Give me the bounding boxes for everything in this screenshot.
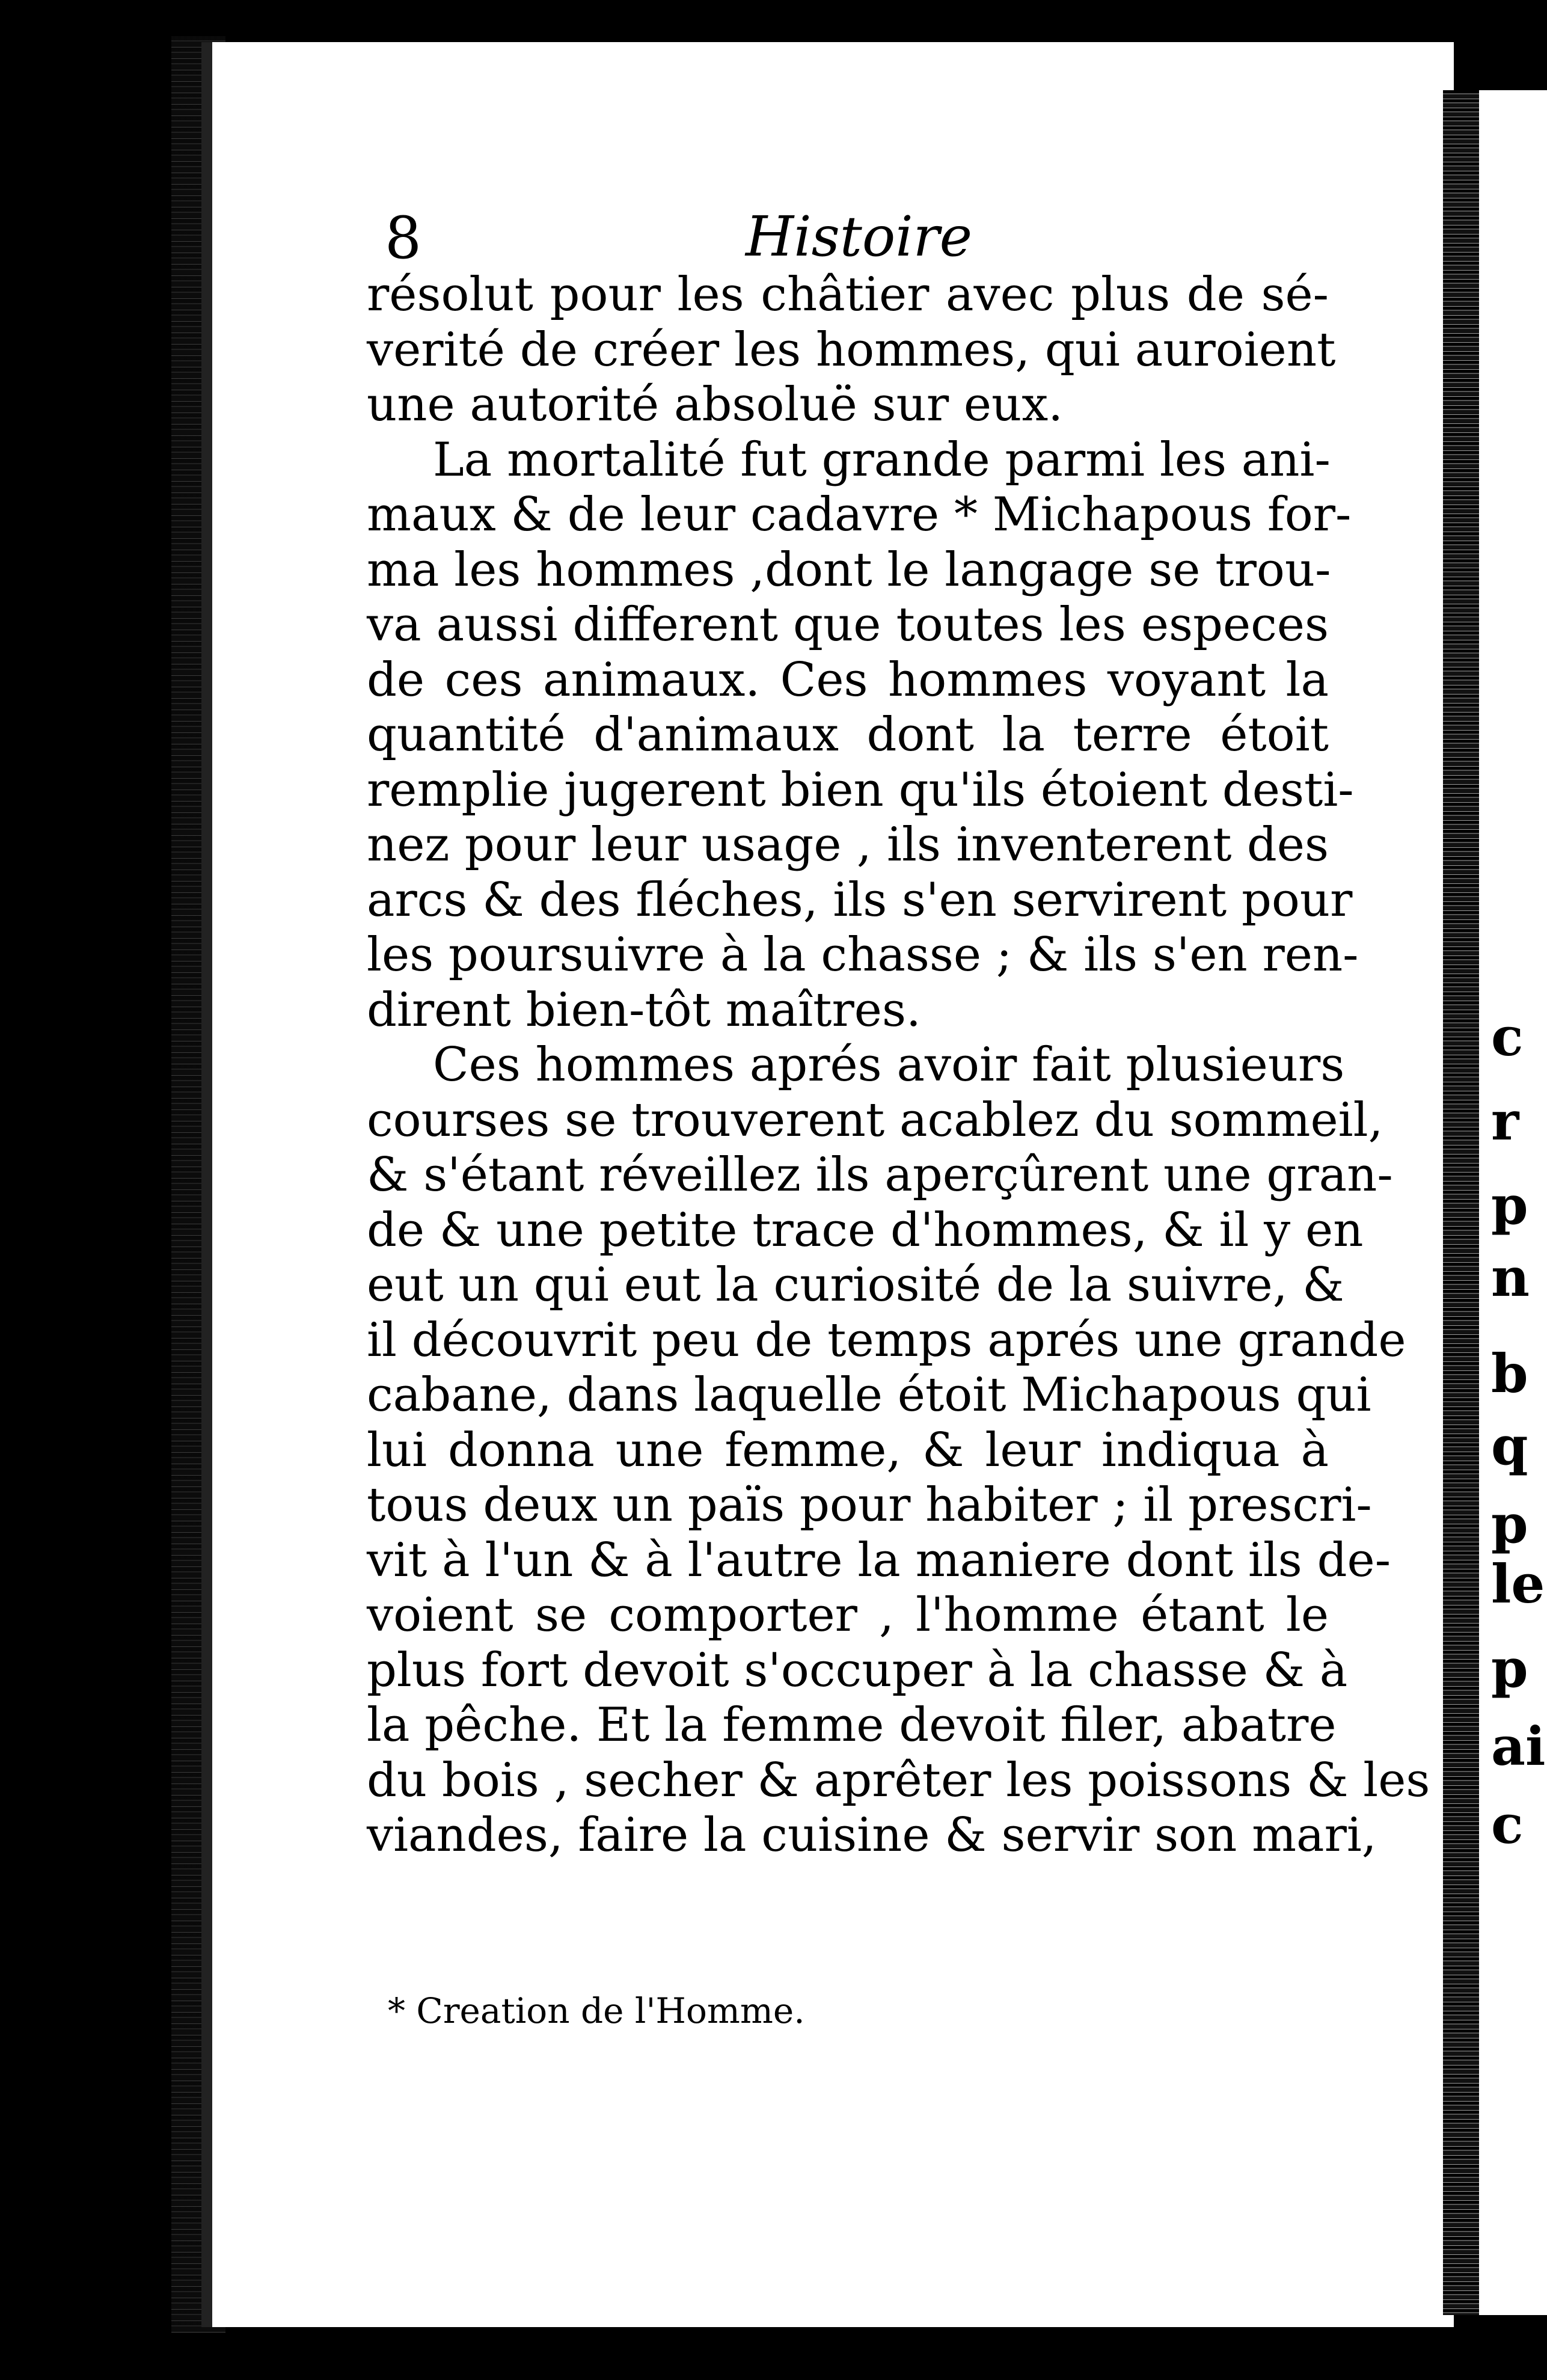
adjacent-page-fragment: b — [1491, 1342, 1528, 1405]
text-line: maux & de leur cadavre * Michapous for- — [367, 488, 1352, 542]
text-line: verité de créer les hommes, qui auroient — [367, 322, 1336, 377]
adjacent-page-edge — [1443, 90, 1547, 2315]
text-line: une autorité absoluë sur eux. — [367, 378, 1064, 432]
text-line: plus fort devoit s'occuper à la chasse & à — [367, 1643, 1348, 1698]
adjacent-page-fragment: r — [1491, 1090, 1519, 1152]
text-line: La mortalité fut grande parmi les ani- — [433, 432, 1331, 487]
adjacent-page-fragment: n — [1491, 1246, 1530, 1308]
text-line: & s'étant réveillez ils aperçûrent une gran- — [367, 1148, 1393, 1202]
adjacent-page-fragment: c — [1491, 1793, 1524, 1856]
adjacent-page-spine — [1443, 90, 1479, 2315]
text-line: viandes, faire la cuisine & servir son mari, — [367, 1808, 1377, 1862]
text-line: lui donna une femme, & leur indiqua à — [367, 1423, 1329, 1477]
text-line: les poursuivre à la chasse ; & ils s'en ren- — [367, 928, 1359, 982]
text-line: voient se comporter , l'homme étant le — [367, 1588, 1329, 1642]
text-line: de ces animaux. Ces hommes voyant la — [367, 652, 1329, 707]
text-line: quantité d'animaux dont la terre étoit — [367, 708, 1329, 762]
text-line: eut un qui eut la curiosité de la suivre, & — [367, 1258, 1344, 1312]
text-line: du bois , secher & aprêter les poissons & les — [367, 1753, 1430, 1808]
footnote: * Creation de l'Homme. — [388, 1990, 805, 2031]
text-line: tous deux un païs pour habiter ; il prescri- — [367, 1478, 1372, 1532]
text-line: arcs & des fléches, ils s'en servirent pour — [367, 873, 1353, 927]
adjacent-page-fragment: p — [1491, 1492, 1528, 1555]
adjacent-page-fragment: p — [1491, 1174, 1528, 1236]
text-line: ma les hommes ,dont le langage se trou- — [367, 542, 1331, 597]
text-line: courses se trouverent acablez du sommeil, — [367, 1093, 1383, 1147]
text-line: de & une petite trace d'hommes, & il y en — [367, 1203, 1364, 1257]
scan-left-margin — [0, 0, 171, 2380]
running-head — [385, 204, 1323, 277]
text-line: va aussi different que toutes les especes — [367, 598, 1329, 652]
adjacent-page-fragment: c — [1491, 1005, 1524, 1068]
adjacent-page-fragment: ai — [1491, 1715, 1546, 1777]
adjacent-page-fragment: p — [1491, 1637, 1528, 1699]
body-text — [367, 268, 1430, 1863]
running-title: Histoire — [746, 204, 973, 269]
text-line: vit à l'un & à l'autre la maniere dont ils de- — [367, 1533, 1391, 1587]
text-line: Ces hommes aprés avoir fait plusieurs — [433, 1038, 1345, 1092]
text-line: il découvrit peu de temps aprés une grande — [367, 1313, 1406, 1367]
text-line: résolut pour les châtier avec plus de sé- — [367, 268, 1329, 322]
text-line: cabane, dans laquelle étoit Michapous qui — [367, 1368, 1371, 1422]
text-line: remplie jugerent bien qu'ils étoient desti- — [367, 762, 1354, 817]
adjacent-page-fragment: q — [1491, 1414, 1528, 1477]
text-line: nez pour leur usage , ils inventerent des — [367, 818, 1329, 872]
text-line: dirent bien-tôt maîtres. — [367, 983, 921, 1037]
adjacent-page-fragment: le — [1491, 1553, 1545, 1615]
text-line: la pêche. Et la femme devoit filer, abatre — [367, 1698, 1337, 1752]
page-number: 8 — [385, 204, 422, 272]
